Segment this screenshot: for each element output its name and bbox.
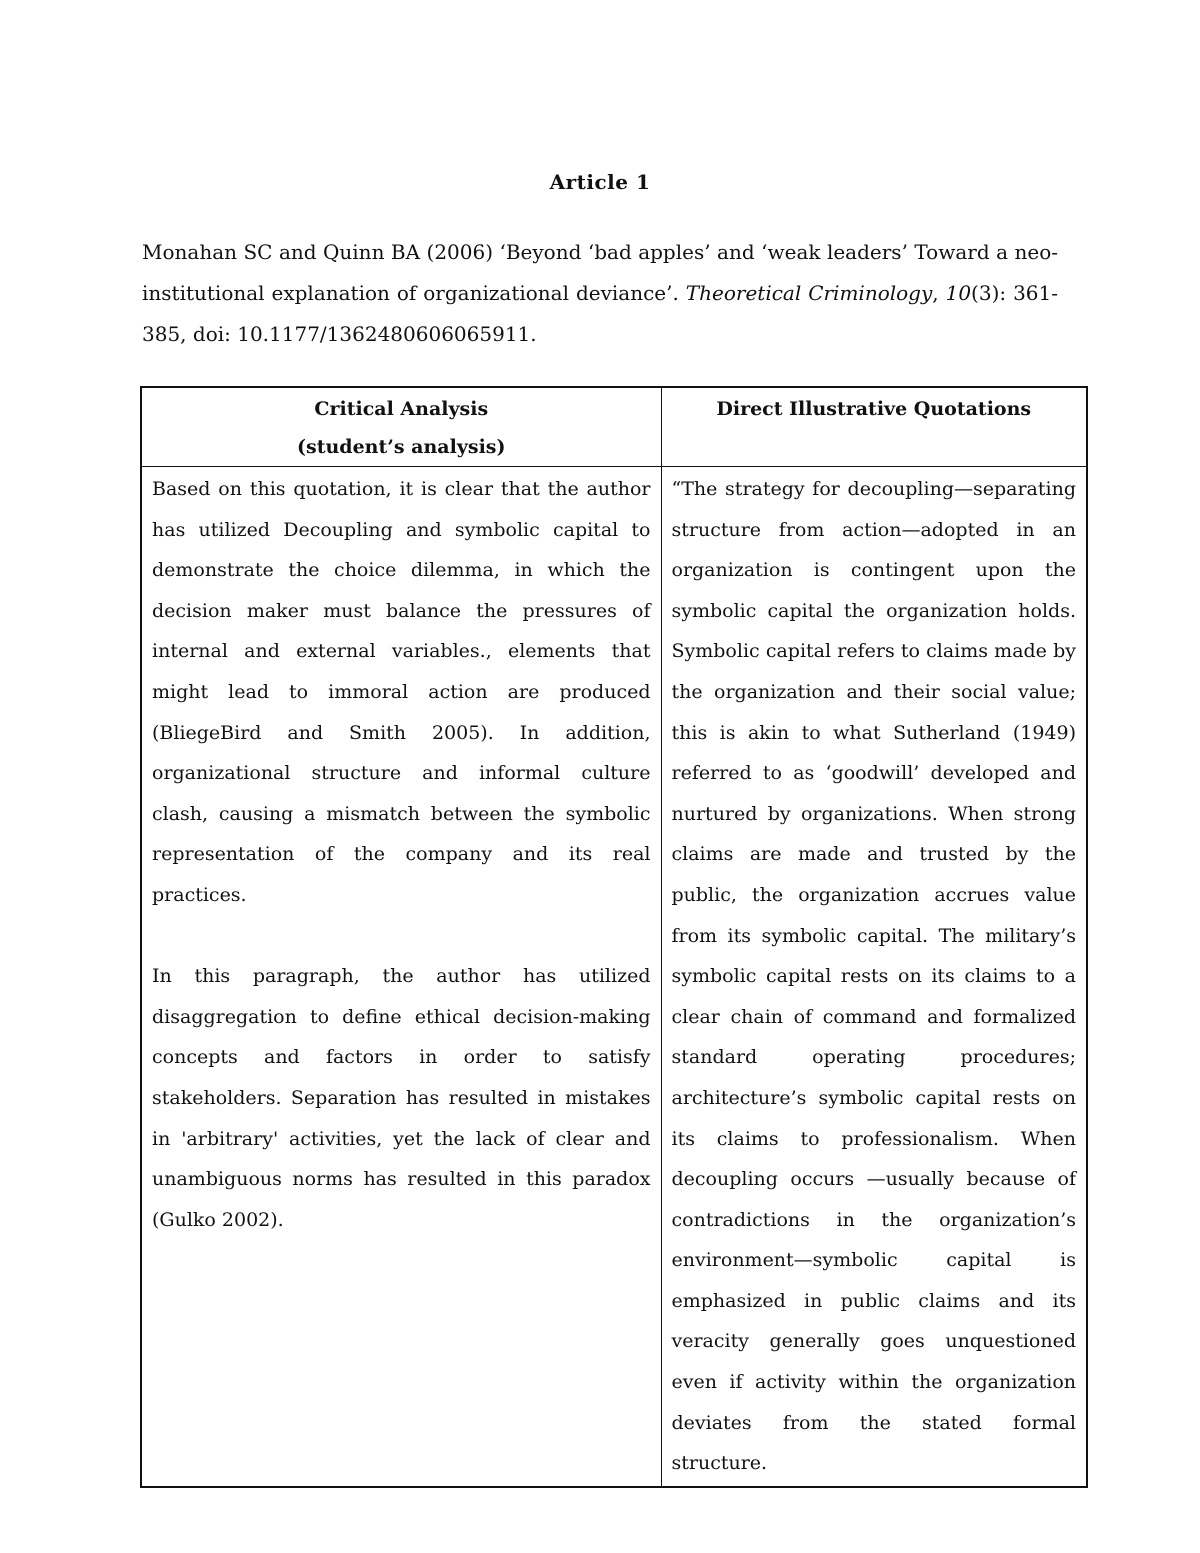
citation — [142, 232, 1058, 355]
header-critical-analysis-title: Critical Analysis — [314, 398, 489, 420]
analysis-cell — [141, 467, 661, 1487]
citation-volume: 10 — [945, 281, 972, 305]
citation-separator: , — [932, 281, 946, 305]
quotation-cell — [661, 467, 1087, 1487]
analysis-paragraph-2: In this paragraph, the author has utilized disaggregation to define ethical decision-making concepts and factors in order to satisfy stakeholders. Separation has resulted in mistakes in 'arbitrary' activities, yet the lack of clear and unambiguous norms has resulted in this paradox (Gulko 2002). — [152, 965, 651, 1231]
header-critical-analysis — [141, 387, 661, 467]
table-row — [141, 467, 1087, 1487]
citation-pages-doi: (3): 361-385, doi: 10.1177/1362480606065911. — [142, 281, 1058, 346]
header-critical-analysis-subtitle: (student’s analysis) — [297, 436, 506, 458]
table-header-row — [141, 387, 1087, 467]
document-title: Article 1 — [549, 170, 651, 194]
citation-text: Monahan SC and Quinn BA (2006) ‘Beyond ‘bad apples’ and ‘weak leaders’ Toward a neo-institutional explanation of organizational deviance’. — [142, 240, 1058, 305]
citation-journal: Theoretical Criminology — [685, 281, 933, 305]
analysis-table — [140, 386, 1088, 1488]
header-direct-quotations: Direct Illustrative Quotations — [661, 387, 1087, 467]
analysis-paragraph-1: Based on this quotation, it is clear that the author has utilized Decoupling and symbolic capital to demonstrate the choice dilemma, in which the decision maker must balance the pressures of internal and external variables., elements that might lead to immoral action are produced (BliegeBird and Smith 2005). In addition, organizational structure and informal culture clash, causing a mismatch between the symbolic representation of the company and its real practices. — [152, 478, 651, 906]
quotation-text: “The strategy for decoupling—separating structure from action—adopted in an organization is contingent upon the symbolic capital the organization holds. Symbolic capital refers to claims made by the organization and their social value; this is akin to what Sutherland (1949) referred to as ‘goodwill’ developed and nurtured by organizations. When strong claims are made and trusted by the public, the organization accrues value from its symbolic capital. The military’s symbolic capital rests on its claims to a clear chain of command and formalized standard operating procedures; architecture’s symbolic capital rests on its claims to professionalism. When decoupling occurs —usually because of contradictions in the organization’s environment—symbolic capital is emphasized in public claims and its veracity generally goes unquestioned even if activity within the organization deviates from the stated formal structure. — [671, 478, 1076, 1475]
